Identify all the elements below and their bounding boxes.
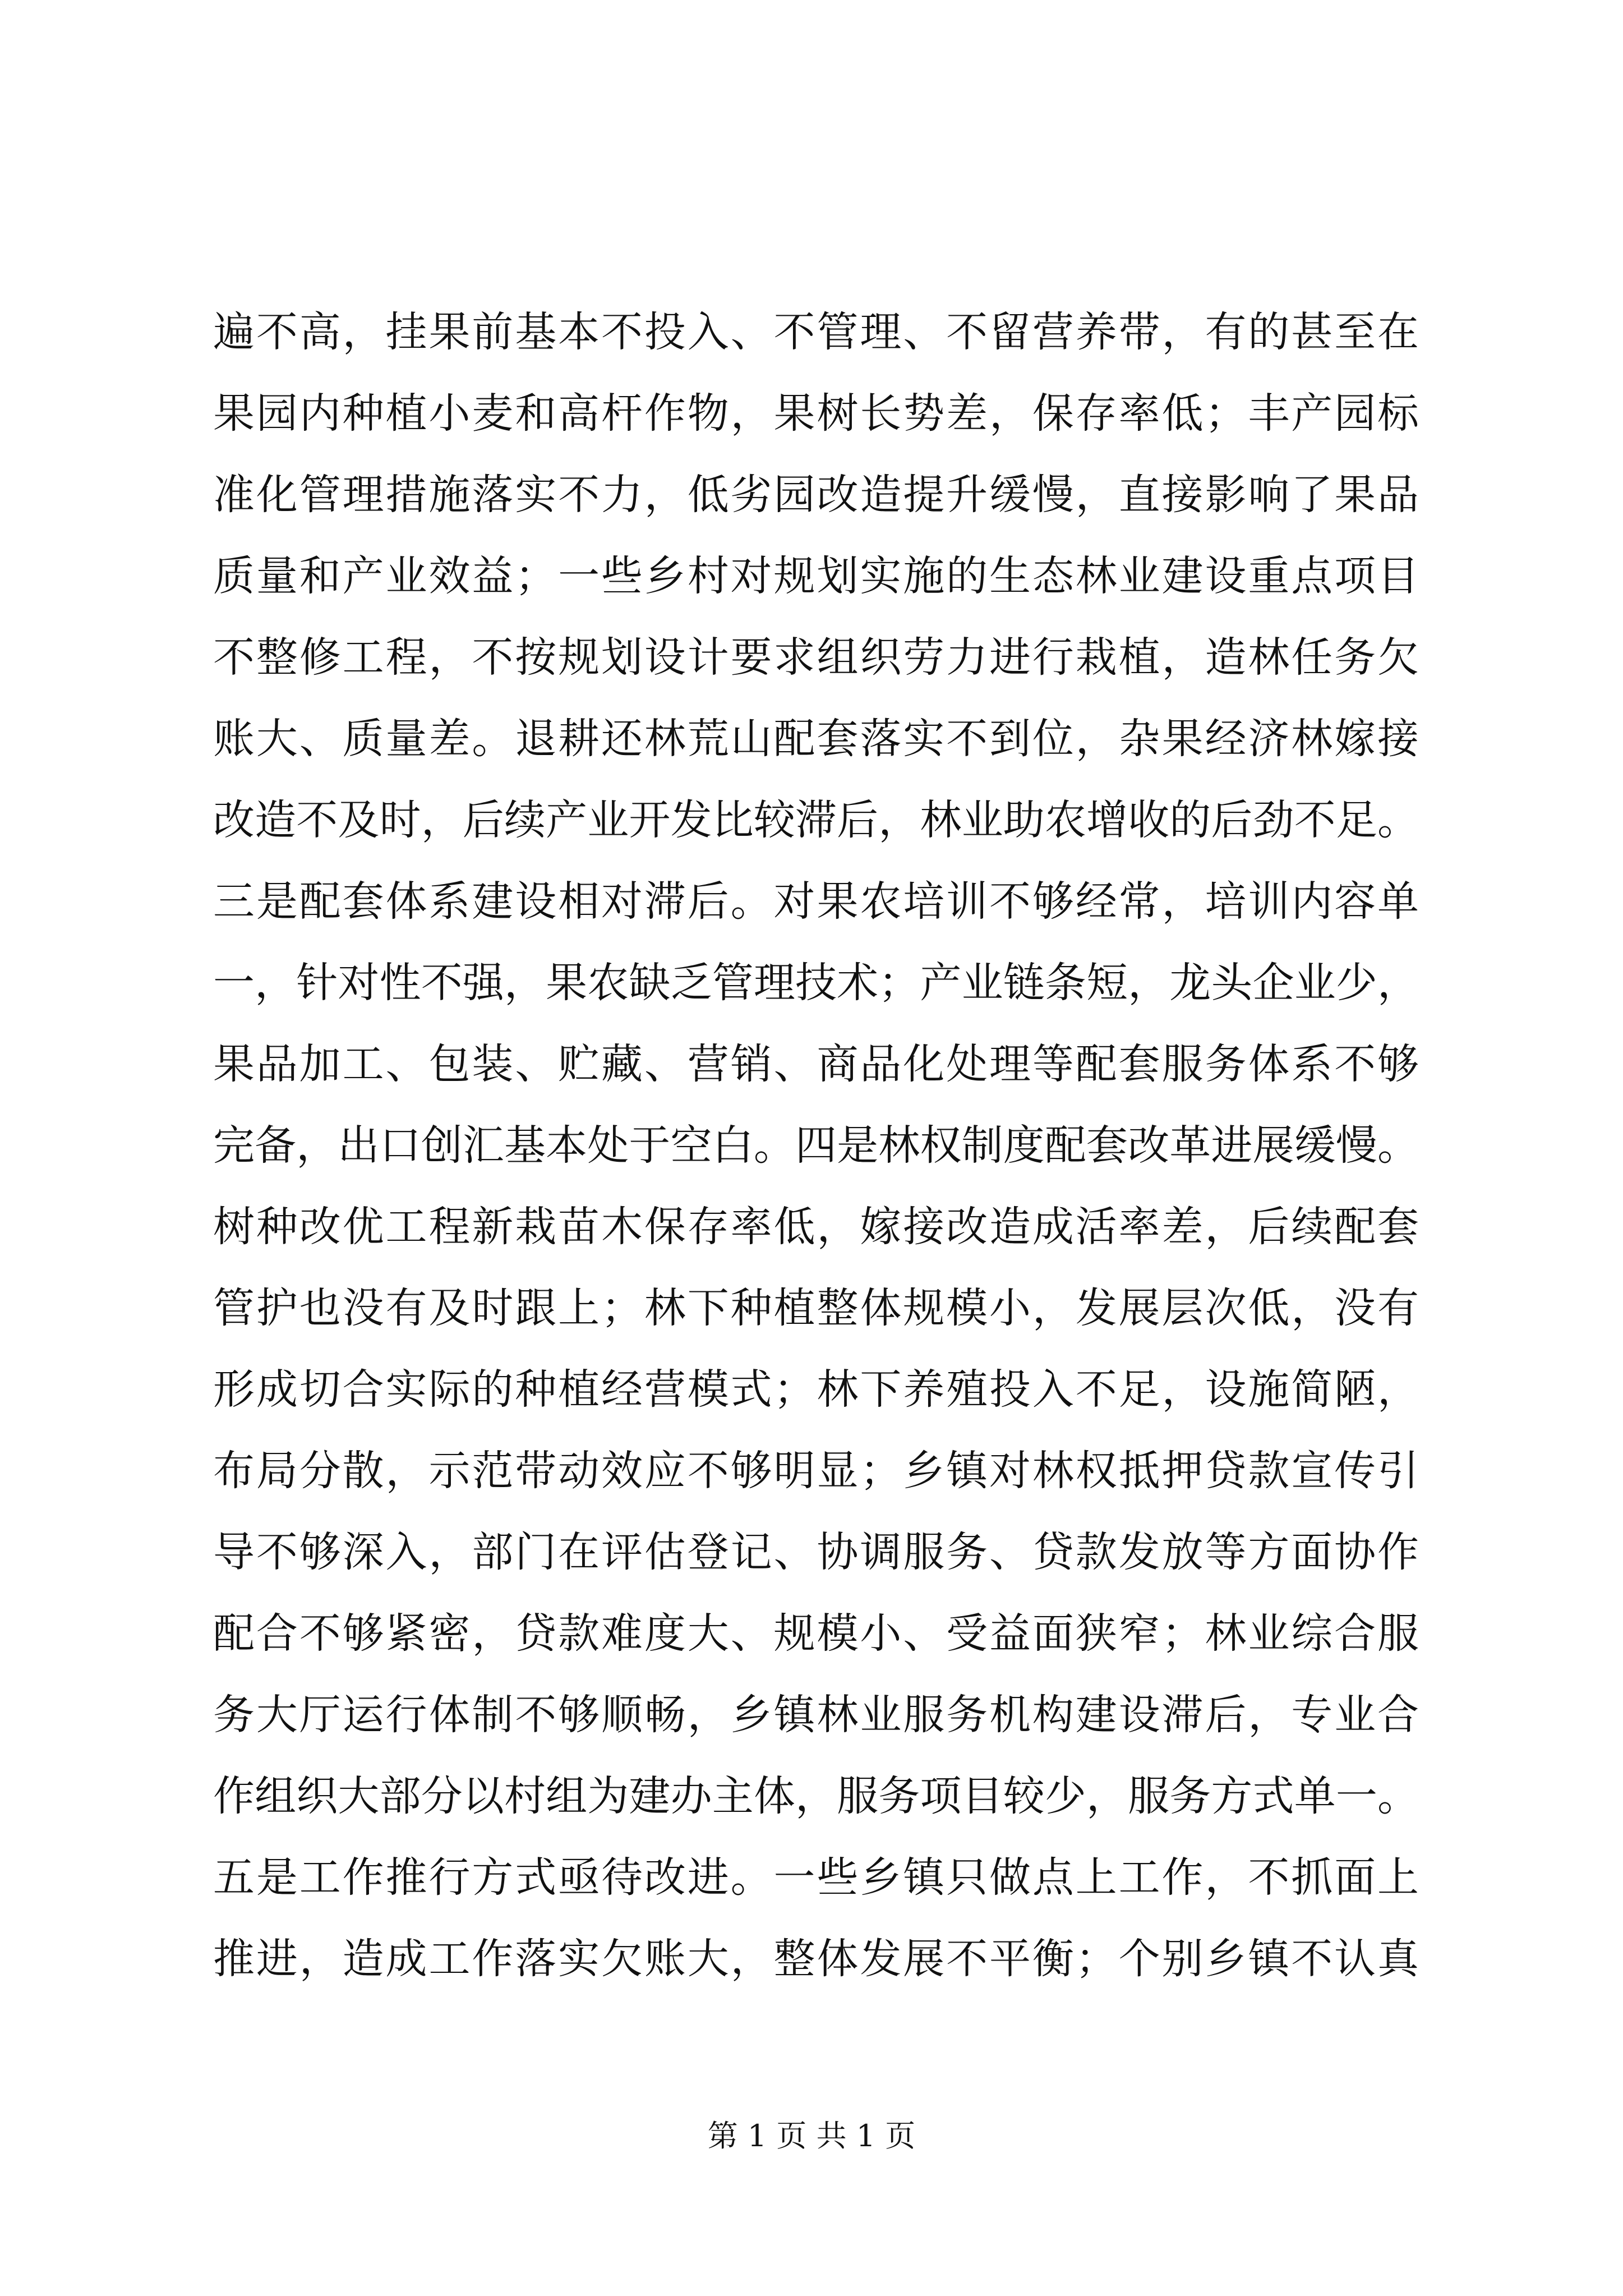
text-line: 树种改优工程新栽苗木保存率低，嫁接改造成活率差，后续配套 — [213, 1203, 1419, 1251]
text-line: 改造不及时，后续产业开发比较滞后，林业助农增收的后劲不足。 — [213, 796, 1419, 844]
text-line: 管护也没有及时跟上；林下种植整体规模小，发展层次低，没有 — [213, 1284, 1419, 1332]
text-line: 布局分散，示范带动效应不够明显；乡镇对林权抵押贷款宣传引 — [213, 1447, 1419, 1495]
page-footer: 第 1 页 共 1 页 — [707, 2118, 916, 2154]
text-line: 配合不够紧密，贷款难度大、规模小、受益面狭窄；林业综合服 — [213, 1609, 1419, 1658]
text-line: 一，针对性不强，果农缺乏管理技术；产业链条短，龙头企业少， — [213, 959, 1419, 1007]
text-line: 推进，造成工作落实欠账大，整体发展不平衡；个别乡镇不认真 — [213, 1935, 1419, 1983]
text-line: 务大厅运行体制不够顺畅，乡镇林业服务机构建设滞后，专业合 — [213, 1691, 1419, 1739]
text-line: 导不够深入，部门在评估登记、协调服务、贷款发放等方面协作 — [213, 1528, 1419, 1576]
text-line: 质量和产业效益；一些乡村对规划实施的生态林业建设重点项目 — [213, 552, 1419, 600]
text-line: 三是配套体系建设相对滞后。对果农培训不够经常，培训内容单 — [213, 877, 1419, 926]
text-line: 遍不高，挂果前基本不投入、不管理、不留营养带，有的甚至在 — [213, 308, 1419, 356]
text-line: 五是工作推行方式亟待改进。一些乡镇只做点上工作，不抓面上 — [213, 1853, 1419, 1902]
text-line: 不整修工程，不按规划设计要求组织劳力进行栽植，造林任务欠 — [213, 633, 1419, 682]
text-line: 形成切合实际的种植经营模式；林下养殖投入不足，设施简陋， — [213, 1365, 1419, 1414]
text-line: 准化管理措施落实不力，低劣园改造提升缓慢，直接影响了果品 — [213, 471, 1419, 519]
text-line: 账大、质量差。退耕还林荒山配套落实不到位，杂果经济林嫁接 — [213, 715, 1419, 763]
text-line: 果园内种植小麦和高杆作物，果树长势差，保存率低；丰产园标 — [213, 389, 1419, 438]
body-text — [213, 292, 1419, 2000]
text-line: 果品加工、包装、贮藏、营销、商品化处理等配套服务体系不够 — [213, 1040, 1419, 1088]
text-line: 作组织大部分以村组为建办主体，服务项目较少，服务方式单一。 — [213, 1772, 1419, 1820]
text-line: 完备，出口创汇基本处于空白。四是林权制度配套改革进展缓慢。 — [213, 1121, 1419, 1170]
